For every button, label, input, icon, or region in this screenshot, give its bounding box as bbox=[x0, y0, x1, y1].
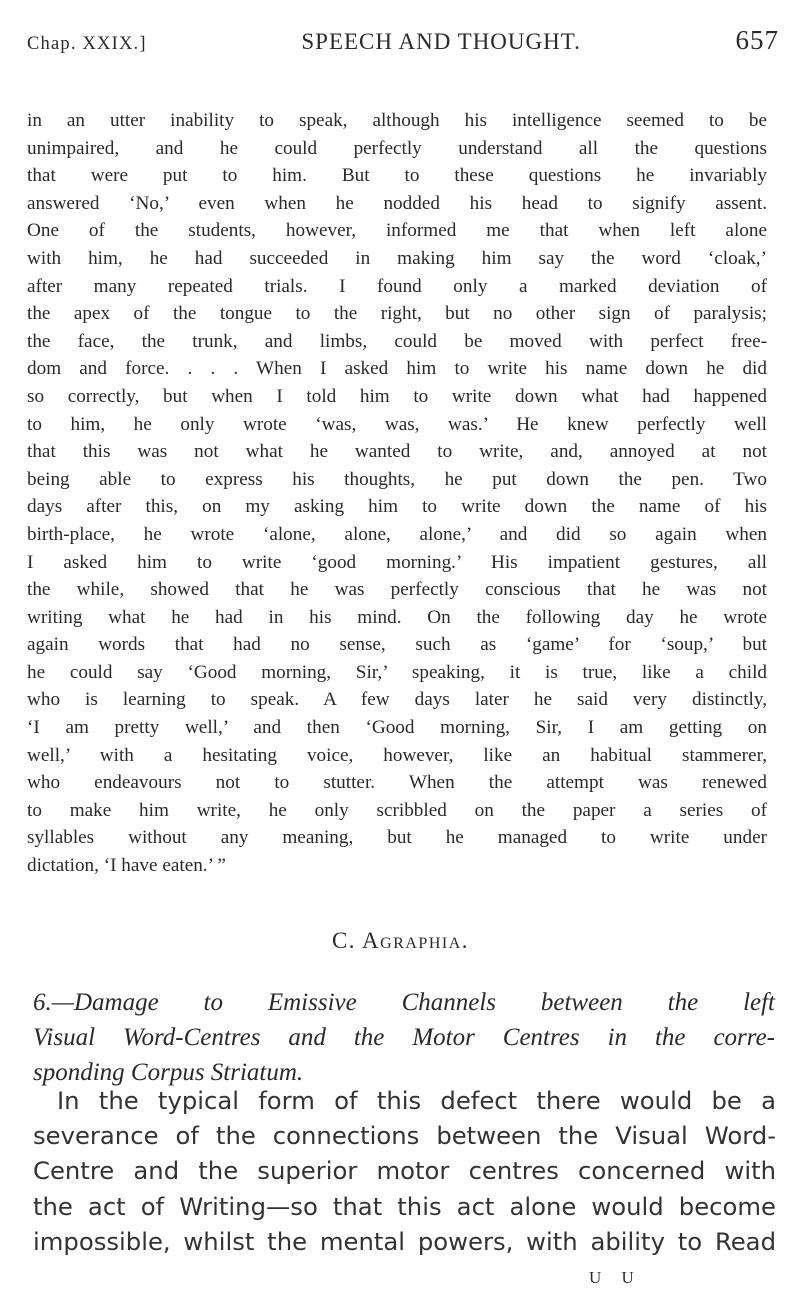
paragraph-line: that were put to him. But to these questions he invariably bbox=[27, 165, 767, 187]
paragraph-line: being able to express his thoughts, he put down the pen. Two bbox=[27, 468, 767, 490]
paragraph-line: well,’ with a hesitating voice, however, like an habitual stammerer, bbox=[27, 744, 767, 766]
paragraph-line: unimpaired, and he could perfectly understand all the questions bbox=[27, 137, 767, 159]
paragraph-line: to make him write, he only scribbled on the paper a series of bbox=[27, 799, 767, 821]
paragraph-line: I asked him to write ‘good morning.’ His impatient gestures, all bbox=[27, 551, 767, 573]
subheading-line: Visual Word-Centres and the Motor Centres in the corre- bbox=[33, 1024, 775, 1051]
paragraph-line: the act of Writing—so that this act alone would become bbox=[33, 1191, 776, 1221]
paragraph-line: severance of the connections between the Visual Word- bbox=[33, 1121, 776, 1151]
paragraph-line: with him, he had succeeded in making him say the word ‘cloak,’ bbox=[27, 247, 767, 269]
paragraph-line: again words that had no sense, such as ‘game’ for ‘soup,’ but bbox=[27, 634, 767, 656]
page-number: 657 bbox=[735, 25, 779, 55]
paragraph-line: dictation, ‘I have eaten.’ ” bbox=[27, 855, 226, 877]
section-heading-label: C. Agraphia. bbox=[331, 928, 470, 953]
paragraph-line: days after this, on my asking him to write down the name of his bbox=[27, 496, 767, 518]
paragraph-line: answered ‘No,’ even when he nodded his head to signify assent. bbox=[27, 192, 767, 214]
subheading-line: 6.—Damage to Emissive Channels between the left bbox=[33, 989, 775, 1016]
agraphia-paragraph bbox=[33, 1083, 776, 1259]
paragraph-line: birth-place, he wrote ‘alone, alone, alone,’ and did so again when bbox=[27, 523, 767, 545]
subsection-heading bbox=[33, 985, 775, 1090]
section-heading bbox=[0, 928, 801, 954]
paragraph-line: who is learning to speak. A few days later he said very distinctly, bbox=[27, 689, 767, 711]
chapter-label: Chap. XXIX.] bbox=[27, 34, 147, 54]
paragraph-line: who endeavours not to stutter. When the attempt was renewed bbox=[27, 772, 767, 794]
paragraph-line: ‘I am pretty well,’ and then ‘Good morning, Sir, I am getting on bbox=[27, 717, 767, 739]
paragraph-line: to him, he only wrote ‘was, was, was.’ He knew perfectly well bbox=[27, 413, 767, 435]
paragraph-line: dom and force. . . . When I asked him to write his name down he did bbox=[27, 358, 767, 380]
running-header bbox=[27, 25, 779, 59]
paragraph-line: the while, showed that he was perfectly conscious that he was not bbox=[27, 579, 767, 601]
paragraph-line: so correctly, but when I told him to write down what had happened bbox=[27, 385, 767, 407]
paragraph-line: after many repeated trials. I found only a marked deviation of bbox=[27, 275, 767, 297]
running-title: SPEECH AND THOUGHT. bbox=[301, 29, 581, 54]
printer-signature-mark: U U bbox=[589, 1268, 642, 1287]
paragraph-line: syllables without any meaning, but he managed to write under bbox=[27, 827, 767, 849]
paragraph-line: that this was not what he wanted to write, and, annoyed at not bbox=[27, 441, 767, 463]
paragraph-line: impossible, whilst the mental powers, with ability to Read bbox=[33, 1226, 776, 1256]
paragraph-line: One of the students, however, informed me that when left alone bbox=[27, 220, 767, 242]
paragraph-line: the face, the trunk, and limbs, could be moved with perfect free- bbox=[27, 330, 767, 352]
subheading-line: sponding Corpus Striatum. bbox=[33, 1059, 304, 1086]
paragraph-line: writing what he had in his mind. On the following day he wrote bbox=[27, 606, 767, 628]
paragraph-line: Centre and the superior motor centres concerned with bbox=[33, 1156, 776, 1186]
paragraph-line: in an utter inability to speak, although his intelligence seemed to be bbox=[27, 110, 767, 131]
case-report-paragraph bbox=[27, 107, 767, 880]
paragraph-line: In the typical form of this defect there would be a bbox=[57, 1086, 776, 1115]
paragraph-line: the apex of the tongue to the right, but no other sign of paralysis; bbox=[27, 303, 767, 325]
paragraph-line: he could say ‘Good morning, Sir,’ speaking, it is true, like a child bbox=[27, 661, 767, 683]
